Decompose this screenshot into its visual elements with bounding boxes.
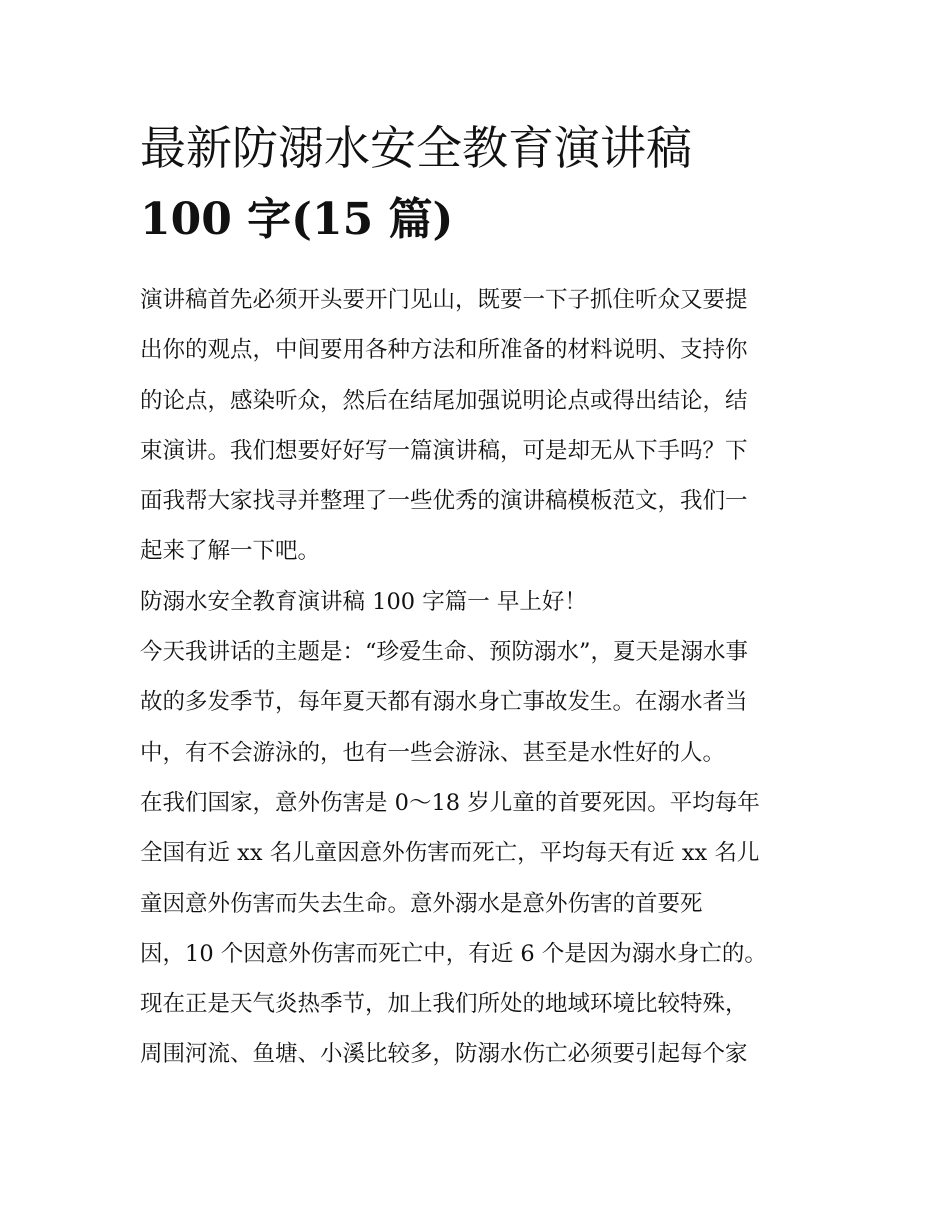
body-line: 面我帮大家找寻并整理了一些优秀的演讲稿模板范文，我们一	[140, 488, 748, 515]
body-line: 童因意外伤害而失去生命。意外溺水是意外伤害的首要死	[140, 890, 703, 917]
title-line-1: 最新防溺水安全教育演讲稿	[140, 121, 692, 175]
document-body	[140, 275, 830, 1080]
body-line: 现在正是天气炎热季节，加上我们所处的地域环境比较特殊，	[140, 991, 748, 1018]
body-line: 全国有近 xx 名儿童因意外伤害而死亡，平均每天有近 xx 名儿	[140, 840, 760, 867]
body-line: 束演讲。我们想要好好写一篇演讲稿，可是却无从下手吗？下	[140, 437, 748, 464]
body-line: 起来了解一下吧。	[140, 538, 321, 565]
body-line: 周围河流、鱼塘、小溪比较多，防溺水伤亡必须要引起每个家	[140, 1041, 748, 1068]
body-line: 因，10 个因意外伤害而死亡中，有近 6 个是因为溺水身亡的。	[140, 940, 767, 967]
body-line: 演讲稿首先必须开头要开门见山，既要一下子抓住听众又要提	[140, 287, 748, 313]
body-line: 的论点，感染听众，然后在结尾加强说明论点或得出结论，结	[140, 387, 748, 414]
body-line: 故的多发季节，每年夏天都有溺水身亡事故发生。在溺水者当	[140, 689, 748, 716]
body-line: 出你的观点，中间要用各种方法和所准备的材料说明、支持你	[140, 337, 748, 364]
document-title	[140, 112, 830, 256]
title-line-2: 100 字(15 篇)	[140, 194, 454, 245]
section-heading-line: 防溺水安全教育演讲稿 100 字篇一 早上好！	[140, 588, 587, 615]
body-line: 中，有不会游泳的，也有一些会游泳、甚至是水性好的人。	[140, 739, 726, 766]
body-line: 今天我讲话的主题是：“珍爱生命、预防溺水”，夏天是溺水事	[140, 639, 749, 666]
body-line: 在我们国家，意外伤害是 0～18 岁儿童的首要死因。平均每年	[140, 789, 760, 816]
